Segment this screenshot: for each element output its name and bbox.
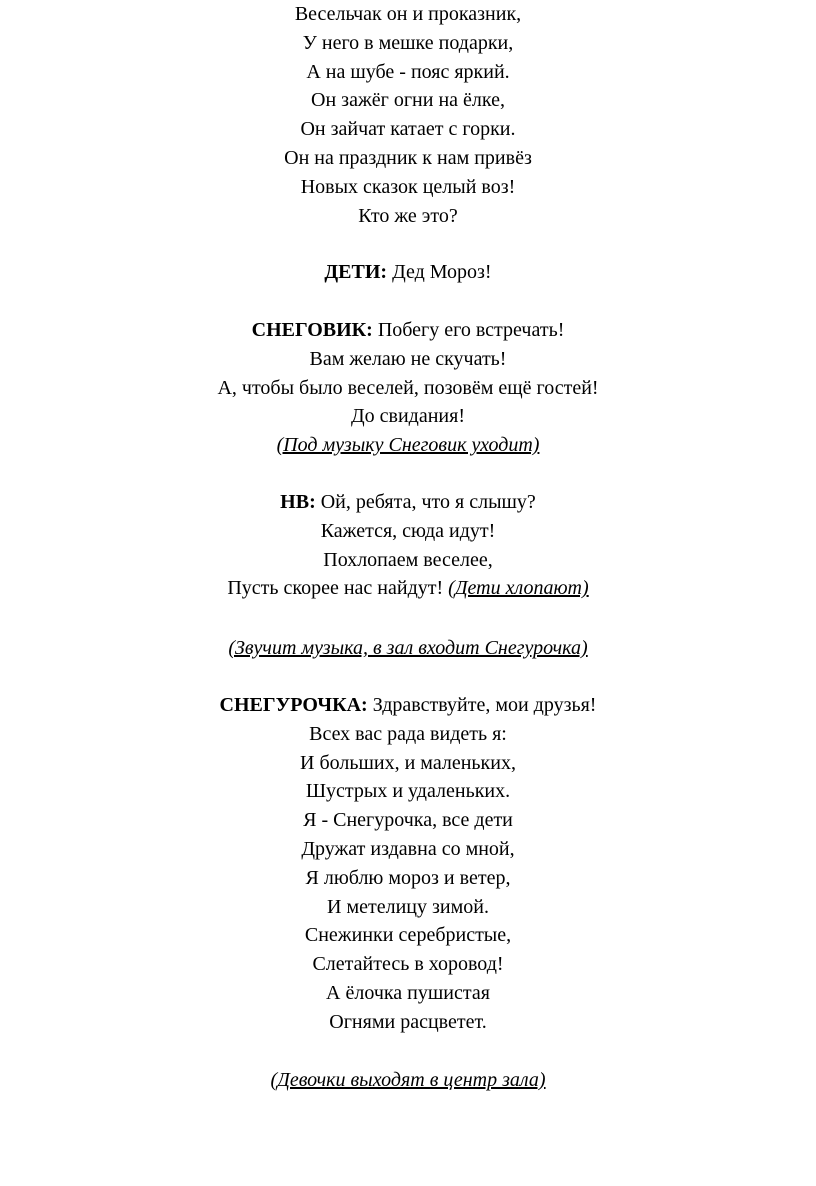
speech-line: А, чтобы было веселей, позовём ещё гостей!: [217, 376, 599, 399]
speech-line: Дружат издавна со мной,: [301, 837, 515, 860]
speech-text: Пусть скорее нас найдут!: [227, 577, 449, 600]
speech-line: Кажется, сюда идут!: [320, 519, 496, 542]
verse-line: Он зайчат катает с горки.: [300, 118, 516, 141]
verse-line: Кто же это?: [358, 204, 458, 227]
final-direction: [0, 1066, 816, 1095]
children-reply: [0, 258, 816, 287]
speech-line: Шустрых и удаленьких.: [305, 780, 511, 803]
speech-line: Слетайтесь в хоровод!: [312, 953, 504, 976]
stage-direction: (Звучит музыка, в зал входит Снегурочка): [228, 637, 588, 659]
verse-intro: [0, 0, 816, 230]
verse-line: Новых сказок целый воз!: [300, 175, 516, 198]
host-first-line: [0, 488, 816, 517]
speech-line: А ёлочка пушистая: [326, 981, 490, 1004]
speech-line: И больших, и маленьких,: [300, 751, 516, 774]
speech-text: Ой, ребята, что я слышу?: [315, 491, 536, 513]
snow-maiden-first-line: [0, 691, 816, 720]
speech-line: Снежинки серебристые,: [304, 924, 512, 947]
snowman-first-line: [0, 316, 816, 345]
speaker-label: СНЕГОВИК:: [251, 319, 373, 341]
speech-text: Здравствуйте, мои друзья!: [367, 694, 597, 716]
verse-line: Весельчак он и проказник,: [294, 3, 522, 25]
verse-line: Он на праздник к нам привёз: [284, 146, 532, 169]
speech-line: Вам желаю не скучать!: [309, 347, 507, 370]
speech-line: До свидания!: [351, 405, 465, 428]
speech-line: Огнями расцветет.: [329, 1010, 487, 1033]
stage-direction: (Под музыку Снеговик уходит): [276, 434, 540, 457]
children-line: [0, 258, 816, 287]
snowman-speech: [0, 316, 816, 460]
speech-line: Я люблю мороз и ветер,: [305, 866, 511, 889]
verse-line: Он зажёг огни на ёлке,: [311, 89, 505, 112]
stage-direction: (Девочки выходят в центр зала): [270, 1069, 546, 1091]
speech-line: И метелицу зимой.: [327, 895, 489, 918]
stage-direction: (Дети хлопают): [448, 577, 589, 600]
snow-maiden-speech: [0, 691, 816, 1037]
stage-direction-line: [0, 1066, 816, 1095]
host-speech: [0, 488, 816, 603]
entrance-direction: [0, 634, 816, 663]
host-last-line: [0, 574, 816, 603]
speaker-label: НВ:: [280, 491, 316, 513]
speech-line: Всех вас рада видеть я:: [309, 722, 507, 745]
speech-line: Я - Снегурочка, все дети: [303, 809, 513, 832]
speaker-label: ДЕТИ:: [324, 261, 388, 283]
verse-line: А на шубе - пояс яркий.: [306, 60, 510, 83]
verse-line: У него в мешке подарки,: [302, 31, 514, 54]
speech-text: Побегу его встречать!: [372, 319, 565, 341]
speech-line: Похлопаем веселее,: [323, 548, 493, 571]
stage-direction-line: [0, 431, 816, 460]
speaker-label: СНЕГУРОЧКА:: [219, 694, 368, 716]
reply-text: Дед Мороз!: [387, 261, 492, 283]
stage-direction-line: [0, 634, 816, 663]
